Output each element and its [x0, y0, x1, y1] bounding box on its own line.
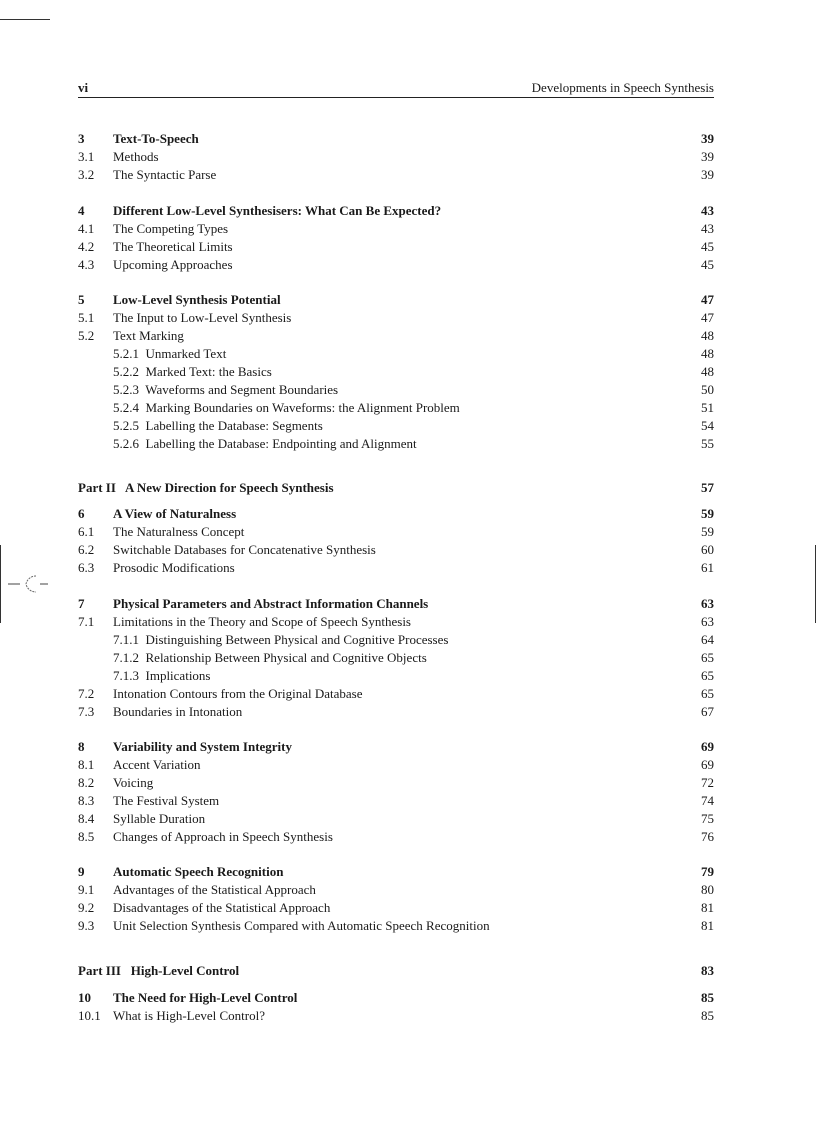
- toc-entry-number: 9.3: [78, 918, 95, 933]
- running-header: [78, 79, 714, 98]
- toc-entry-number: 7.2: [78, 686, 95, 701]
- toc-entry-title: Accent Variation: [113, 757, 201, 772]
- toc-entry-page: 48: [701, 364, 714, 379]
- toc-part-entry[interactable]: [78, 479, 714, 497]
- toc-section-entry[interactable]: [78, 917, 714, 935]
- toc-entry-number: 10.1: [78, 1008, 101, 1023]
- toc-section-entry[interactable]: [78, 881, 714, 899]
- toc-entry-number: 9.1: [78, 882, 95, 897]
- toc-chapter-entry[interactable]: [78, 505, 714, 523]
- toc-section-entry[interactable]: [78, 828, 714, 846]
- toc-entry-title: Limitations in the Theory and Scope of Speech Synthesis: [113, 614, 411, 629]
- toc-entry-title: Text Marking: [113, 328, 184, 343]
- toc-entry-page: 61: [701, 560, 714, 575]
- toc-entry-page: 48: [701, 346, 714, 361]
- toc-entry-title: The Competing Types: [113, 221, 229, 236]
- toc-chapter-entry[interactable]: [78, 989, 714, 1007]
- toc-entry-number: 3: [78, 131, 85, 146]
- toc-entry-number: 9: [78, 864, 85, 879]
- running-title: Developments in Speech Synthesis: [531, 80, 714, 95]
- toc-subsection-entry[interactable]: [78, 435, 714, 453]
- toc-section-entry[interactable]: [78, 899, 714, 917]
- toc-entry-page: 85: [701, 990, 714, 1005]
- toc-entry-number: 6.3: [78, 560, 95, 575]
- toc-entry-number: 6: [78, 506, 85, 521]
- toc-entry-title: 7.1.3 Implications: [113, 668, 211, 683]
- toc-entry-number: 5.2: [78, 328, 95, 343]
- toc-entry-title: The Festival System: [113, 793, 220, 808]
- toc-chapter-entry[interactable]: [78, 130, 714, 148]
- toc-entry-page: 43: [701, 203, 714, 218]
- toc-entry-page: 39: [701, 149, 714, 164]
- toc-entry-title: The Syntactic Parse: [113, 167, 217, 182]
- toc-entry-title: Physical Parameters and Abstract Information Channels: [113, 596, 429, 611]
- toc-subsection-entry[interactable]: [78, 417, 714, 435]
- toc-entry-number: 8.5: [78, 829, 95, 844]
- toc-section-entry[interactable]: [78, 541, 714, 559]
- toc-entry-number: 10: [78, 990, 91, 1005]
- toc-entry-page: 69: [701, 739, 714, 754]
- toc-entry-page: 54: [701, 418, 714, 433]
- toc-section-entry[interactable]: [78, 166, 714, 184]
- toc-chapter-entry[interactable]: [78, 738, 714, 756]
- toc-entry-number: 7.3: [78, 704, 95, 719]
- crop-mark-top-left: [0, 19, 50, 20]
- toc-entry-number: 3.1: [78, 149, 95, 164]
- toc-entry-title: 5.2.3 Waveforms and Segment Boundaries: [113, 382, 339, 397]
- toc-section-entry[interactable]: [78, 309, 714, 327]
- toc-entry-title: A View of Naturalness: [113, 506, 237, 521]
- toc-entry-page: 60: [701, 542, 714, 557]
- toc-entry-page: 65: [701, 686, 714, 701]
- toc-entry-number: 5: [78, 292, 85, 307]
- toc-entry-number: 4.1: [78, 221, 95, 236]
- toc-entry-number: 8.4: [78, 811, 95, 826]
- toc-part-entry[interactable]: [78, 962, 714, 980]
- toc-entry-page: 85: [701, 1008, 714, 1023]
- toc-entry-title: Prosodic Modifications: [113, 560, 235, 575]
- toc-entry-number: 6.2: [78, 542, 95, 557]
- toc-entry-number: 8.3: [78, 793, 95, 808]
- toc-entry-page: 39: [701, 131, 714, 146]
- toc-entry-page: 47: [701, 292, 714, 307]
- toc-subsection-entry[interactable]: [78, 649, 714, 667]
- toc-entry-title: 5.2.6 Labelling the Database: Endpointing and Alignment: [113, 436, 417, 451]
- toc-entry-page: 81: [701, 900, 714, 915]
- toc-section-entry[interactable]: [78, 559, 714, 577]
- toc-entry-title: The Need for High-Level Control: [113, 990, 298, 1005]
- toc-entry-page: 55: [701, 436, 714, 451]
- toc-entry-title: Voicing: [113, 775, 154, 790]
- toc-entry-number: 7: [78, 596, 85, 611]
- toc-entry-page: 63: [701, 614, 714, 629]
- toc-entry-number: 4.3: [78, 257, 95, 272]
- toc-entry-title: Disadvantages of the Statistical Approach: [113, 900, 331, 915]
- toc-entry-number: 9.2: [78, 900, 95, 915]
- toc-section-entry[interactable]: [78, 703, 714, 721]
- toc-entry-page: 75: [701, 811, 714, 826]
- toc-entry-page: 51: [701, 400, 714, 415]
- toc-entry-number: 3.2: [78, 167, 95, 182]
- toc-entry-page: 69: [701, 757, 714, 772]
- toc-entry-title: Methods: [113, 149, 159, 164]
- toc-subsection-entry[interactable]: [78, 667, 714, 685]
- toc-entry-page: 64: [701, 632, 714, 647]
- toc-section-entry[interactable]: [78, 1007, 714, 1025]
- toc-entry-page: 74: [701, 793, 714, 808]
- toc-section-entry[interactable]: [78, 685, 714, 703]
- toc-entry-title: Part II A New Direction for Speech Synthesis: [78, 480, 334, 495]
- toc-entry-title: 5.2.5 Labelling the Database: Segments: [113, 418, 323, 433]
- toc-entry-title: Low-Level Synthesis Potential: [113, 292, 281, 307]
- toc-section-entry[interactable]: [78, 327, 714, 345]
- page-folio: vi: [78, 80, 89, 95]
- toc-entry-title: Switchable Databases for Concatenative Synthesis: [113, 542, 376, 557]
- toc-entry-title: The Theoretical Limits: [113, 239, 233, 254]
- toc-subsection-entry[interactable]: [78, 381, 714, 399]
- toc-entry-page: 65: [701, 650, 714, 665]
- toc-section-entry[interactable]: [78, 523, 714, 541]
- toc-entry-title: Part III High-Level Control: [78, 963, 240, 978]
- toc-entry-title: 5.2.4 Marking Boundaries on Waveforms: the Alignment Problem: [113, 400, 460, 415]
- toc-entry-title: Boundaries in Intonation: [113, 704, 243, 719]
- toc-entry-page: 39: [701, 167, 714, 182]
- toc-entry-title: Different Low-Level Synthesisers: What Can Be Expected?: [113, 203, 442, 218]
- toc-subsection-entry[interactable]: [78, 631, 714, 649]
- toc-entry-number: 4: [78, 203, 85, 218]
- toc-entry-title: Advantages of the Statistical Approach: [113, 882, 316, 897]
- toc-entry-page: 63: [701, 596, 714, 611]
- toc-entry-page: 50: [701, 382, 714, 397]
- crop-mark-left-vertical: [0, 545, 1, 623]
- toc-entry-title: Upcoming Approaches: [113, 257, 233, 272]
- toc-entry-title: The Naturalness Concept: [113, 524, 245, 539]
- toc-entry-page: 47: [701, 310, 714, 325]
- toc-entry-page: 72: [701, 775, 714, 790]
- toc-entry-title: Automatic Speech Recognition: [113, 864, 284, 879]
- toc-entry-title: What is High-Level Control?: [113, 1008, 265, 1023]
- toc-entry-page: 79: [701, 864, 714, 879]
- toc-section-entry[interactable]: [78, 238, 714, 256]
- toc-entry-page: 81: [701, 918, 714, 933]
- toc-entry-page: 45: [701, 239, 714, 254]
- toc-section-entry[interactable]: [78, 756, 714, 774]
- toc-entry-title: 5.2.1 Unmarked Text: [113, 346, 227, 361]
- toc-entry-title: 5.2.2 Marked Text: the Basics: [113, 364, 272, 379]
- toc-entry-page: 43: [701, 221, 714, 236]
- toc-entry-title: 7.1.1 Distinguishing Between Physical and Cognitive Processes: [113, 632, 449, 647]
- toc-entry-number: 5.1: [78, 310, 95, 325]
- toc-entry-title: The Input to Low-Level Synthesis: [113, 310, 292, 325]
- toc-chapter-entry[interactable]: [78, 291, 714, 309]
- toc-entry-page: 59: [701, 524, 714, 539]
- toc-entry-title: Unit Selection Synthesis Compared with Automatic Speech Recognition: [113, 918, 490, 933]
- toc-chapter-entry[interactable]: [78, 202, 714, 220]
- toc-entry-page: 67: [701, 704, 714, 719]
- toc-entry-title: Intonation Contours from the Original Database: [113, 686, 363, 701]
- toc-subsection-entry[interactable]: [78, 399, 714, 417]
- toc-subsection-entry[interactable]: [78, 363, 714, 381]
- registration-mark-icon: [8, 572, 48, 596]
- toc-subsection-entry[interactable]: [78, 345, 714, 363]
- toc-section-entry[interactable]: [78, 613, 714, 631]
- toc-entry-title: Text-To-Speech: [113, 131, 199, 146]
- toc-section-entry[interactable]: [78, 810, 714, 828]
- toc-entry-page: 65: [701, 668, 714, 683]
- toc-chapter-entry[interactable]: [78, 595, 714, 613]
- toc-entry-number: 6.1: [78, 524, 95, 539]
- toc-section-entry[interactable]: [78, 256, 714, 274]
- toc-section-entry[interactable]: [78, 774, 714, 792]
- toc-entry-page: 76: [701, 829, 714, 844]
- toc-entry-title: Variability and System Integrity: [113, 739, 292, 754]
- toc-entry-number: 4.2: [78, 239, 95, 254]
- toc-entry-page: 59: [701, 506, 714, 521]
- toc-entry-number: 8.1: [78, 757, 95, 772]
- toc-entry-title: Changes of Approach in Speech Synthesis: [113, 829, 333, 844]
- toc-section-entry[interactable]: [78, 792, 714, 810]
- toc-entry-title: Syllable Duration: [113, 811, 206, 826]
- toc-entry-page: 45: [701, 257, 714, 272]
- toc-entry-number: 7.1: [78, 614, 95, 629]
- toc-entry-title: 7.1.2 Relationship Between Physical and Cognitive Objects: [113, 650, 427, 665]
- toc-entry-page: 57: [701, 480, 714, 495]
- toc-chapter-entry[interactable]: [78, 863, 714, 881]
- toc-entry-page: 48: [701, 328, 714, 343]
- toc-entry-number: 8: [78, 739, 85, 754]
- toc-entry-page: 80: [701, 882, 714, 897]
- toc-entry-number: 8.2: [78, 775, 95, 790]
- toc-entry-page: 83: [701, 963, 714, 978]
- toc-section-entry[interactable]: [78, 148, 714, 166]
- toc-section-entry[interactable]: [78, 220, 714, 238]
